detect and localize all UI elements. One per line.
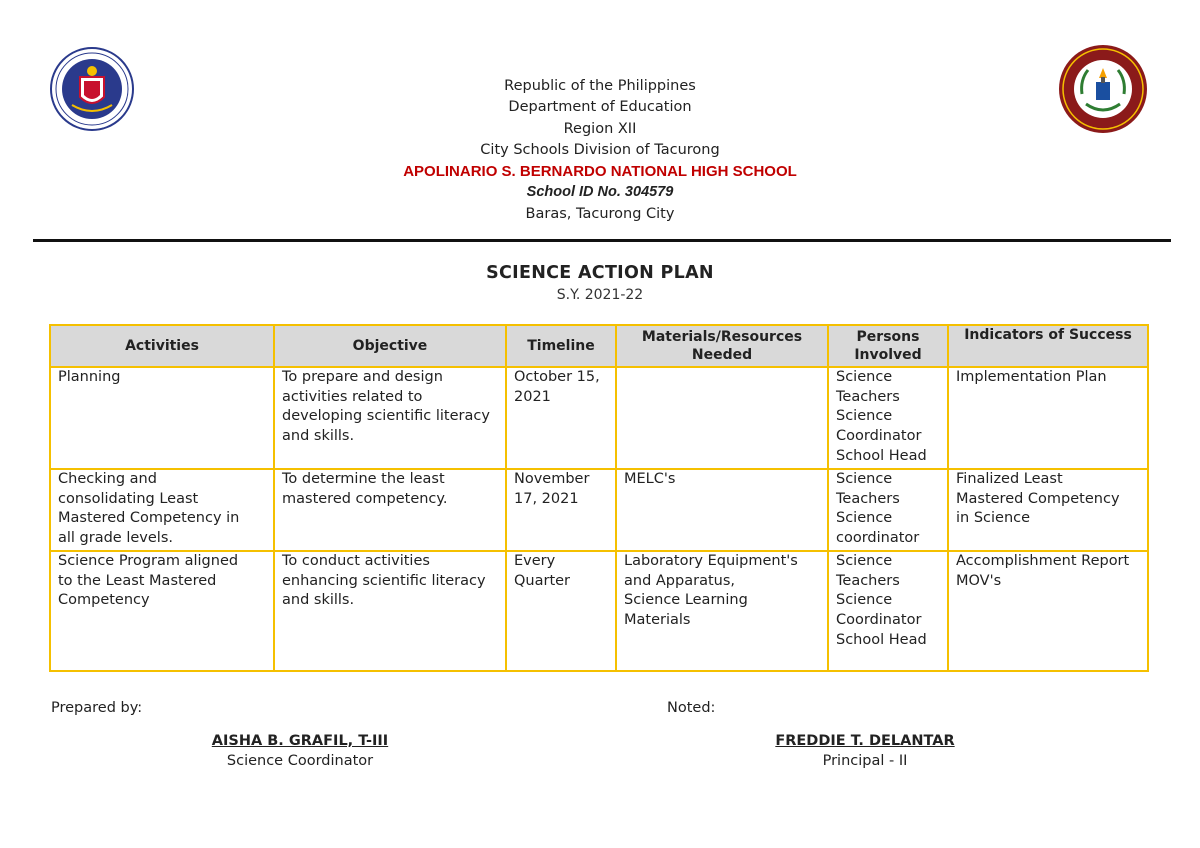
prepared-by-label: Prepared by: xyxy=(51,700,143,716)
school-name: APOLINARIO S. BERNARDO NATIONAL HIGH SCHOOL xyxy=(403,163,797,181)
cell-text-line: November xyxy=(514,471,590,487)
cell-text-line: Teachers xyxy=(836,572,900,589)
cell-text-line: Science xyxy=(836,471,893,487)
school-year: S.Y. 2021-22 xyxy=(556,287,644,303)
deped-seal-logo xyxy=(50,47,134,131)
cell-objective xyxy=(274,469,506,551)
cell-text-line: Science xyxy=(836,510,893,527)
action-plan-table xyxy=(49,324,1149,672)
cell-text-line: To prepare and design xyxy=(282,369,443,385)
cell-text-line: Science xyxy=(836,408,893,425)
cell-text-line: developing scientific literacy xyxy=(282,408,490,425)
cell-text-line: and Apparatus, xyxy=(624,572,735,589)
school-id: School ID No. 304579 xyxy=(526,184,674,201)
table-row xyxy=(50,551,1148,671)
cell-text-line: MOV's xyxy=(956,572,1002,589)
school-seal-logo xyxy=(1058,44,1148,134)
cell-text-line: Coordinator xyxy=(836,428,922,445)
cell-text-line: Quarter xyxy=(514,572,571,589)
cell-text-line: coordinator xyxy=(836,530,920,547)
cell-activities xyxy=(50,469,274,551)
header-divider xyxy=(33,239,1171,242)
cell-text-line: School Head xyxy=(836,631,927,648)
document-title: SCIENCE ACTION PLAN xyxy=(486,263,714,283)
cell-text-line: 2021 xyxy=(514,388,551,405)
cell-text-line: Every xyxy=(514,553,556,569)
prepared-by-name: AISHA B. GRAFIL, T-III xyxy=(211,733,389,749)
table-row xyxy=(50,469,1148,551)
header-region: Region XII xyxy=(563,120,637,137)
header-republic: Republic of the Philippines xyxy=(504,78,696,94)
column-header-materials: Materials/Resources Needed xyxy=(616,325,828,367)
cell-persons xyxy=(828,469,948,551)
cell-text-line: 17, 2021 xyxy=(514,490,579,507)
column-header-persons: Persons Involved xyxy=(828,325,948,367)
cell-persons xyxy=(828,367,948,469)
cell-text-line: Laboratory Equipment's xyxy=(624,553,798,569)
column-header-activities: Activities xyxy=(50,325,274,367)
column-header-indicators: Indicators of Success xyxy=(948,325,1148,367)
cell-text-line: Competency xyxy=(58,592,150,609)
cell-activities xyxy=(50,367,274,469)
cell-text-line: Teachers xyxy=(836,388,900,405)
header-department: Department of Education xyxy=(508,99,692,116)
cell-text-line: School Head xyxy=(836,447,927,464)
cell-text-line: October 15, xyxy=(514,369,600,385)
cell-text-line: To determine the least xyxy=(282,471,445,487)
cell-text-line: To conduct activities xyxy=(282,553,430,569)
cell-text-line: enhancing scientific literacy xyxy=(282,572,486,589)
cell-persons xyxy=(828,551,948,671)
cell-activities xyxy=(50,551,274,671)
noted-label: Noted: xyxy=(667,700,716,716)
cell-text-line: Accomplishment Report xyxy=(956,553,1130,569)
school-address: Baras, Tacurong City xyxy=(525,205,675,222)
cell-text-line: MELC's xyxy=(624,471,676,487)
document-header xyxy=(300,76,900,225)
cell-timeline xyxy=(506,551,616,671)
table-header-row xyxy=(50,325,1148,367)
header-division: City Schools Division of Tacurong xyxy=(480,141,720,158)
column-header-timeline: Timeline xyxy=(506,325,616,367)
cell-text-line: mastered competency. xyxy=(282,490,448,507)
prepared-by-role: Science Coordinator xyxy=(226,753,374,769)
cell-text-line: and skills. xyxy=(282,428,355,445)
cell-text-line: Coordinator xyxy=(836,612,922,629)
cell-text-line: Planning xyxy=(58,369,121,385)
cell-text-line: Checking and xyxy=(58,471,157,487)
cell-materials xyxy=(616,469,828,551)
cell-text-line: consolidating Least xyxy=(58,490,199,507)
cell-text-line: all grade levels. xyxy=(58,530,173,547)
cell-text-line: and skills. xyxy=(282,592,355,609)
cell-timeline xyxy=(506,469,616,551)
cell-objective xyxy=(274,367,506,469)
cell-indicators xyxy=(948,367,1148,469)
cell-materials xyxy=(616,367,828,469)
cell-text-line: in Science xyxy=(956,510,1031,527)
cell-text-line: Materials xyxy=(624,612,691,629)
cell-indicators xyxy=(948,469,1148,551)
cell-objective xyxy=(274,551,506,671)
noted-by-name: FREDDIE T. DELANTAR xyxy=(775,733,955,749)
cell-text-line: Mastered Competency in xyxy=(58,510,240,527)
cell-text-line: activities related to xyxy=(282,388,423,405)
noted-by-role: Principal - II xyxy=(822,753,908,769)
cell-indicators xyxy=(948,551,1148,671)
cell-text-line: Science xyxy=(836,553,893,569)
cell-text-line: Science xyxy=(836,369,893,385)
cell-text-line: Implementation Plan xyxy=(956,369,1107,385)
cell-text-line: to the Least Mastered xyxy=(58,572,217,589)
cell-text-line: Science Program aligned xyxy=(58,553,239,569)
cell-text-line: Mastered Competency xyxy=(956,490,1120,507)
cell-text-line: Finalized Least xyxy=(956,471,1063,487)
cell-text-line: Teachers xyxy=(836,490,900,507)
cell-text-line: Science xyxy=(836,592,893,609)
cell-materials xyxy=(616,551,828,671)
cell-text-line: Science Learning xyxy=(624,592,748,609)
column-header-objective: Objective xyxy=(274,325,506,367)
table-row xyxy=(50,367,1148,469)
cell-timeline xyxy=(506,367,616,469)
